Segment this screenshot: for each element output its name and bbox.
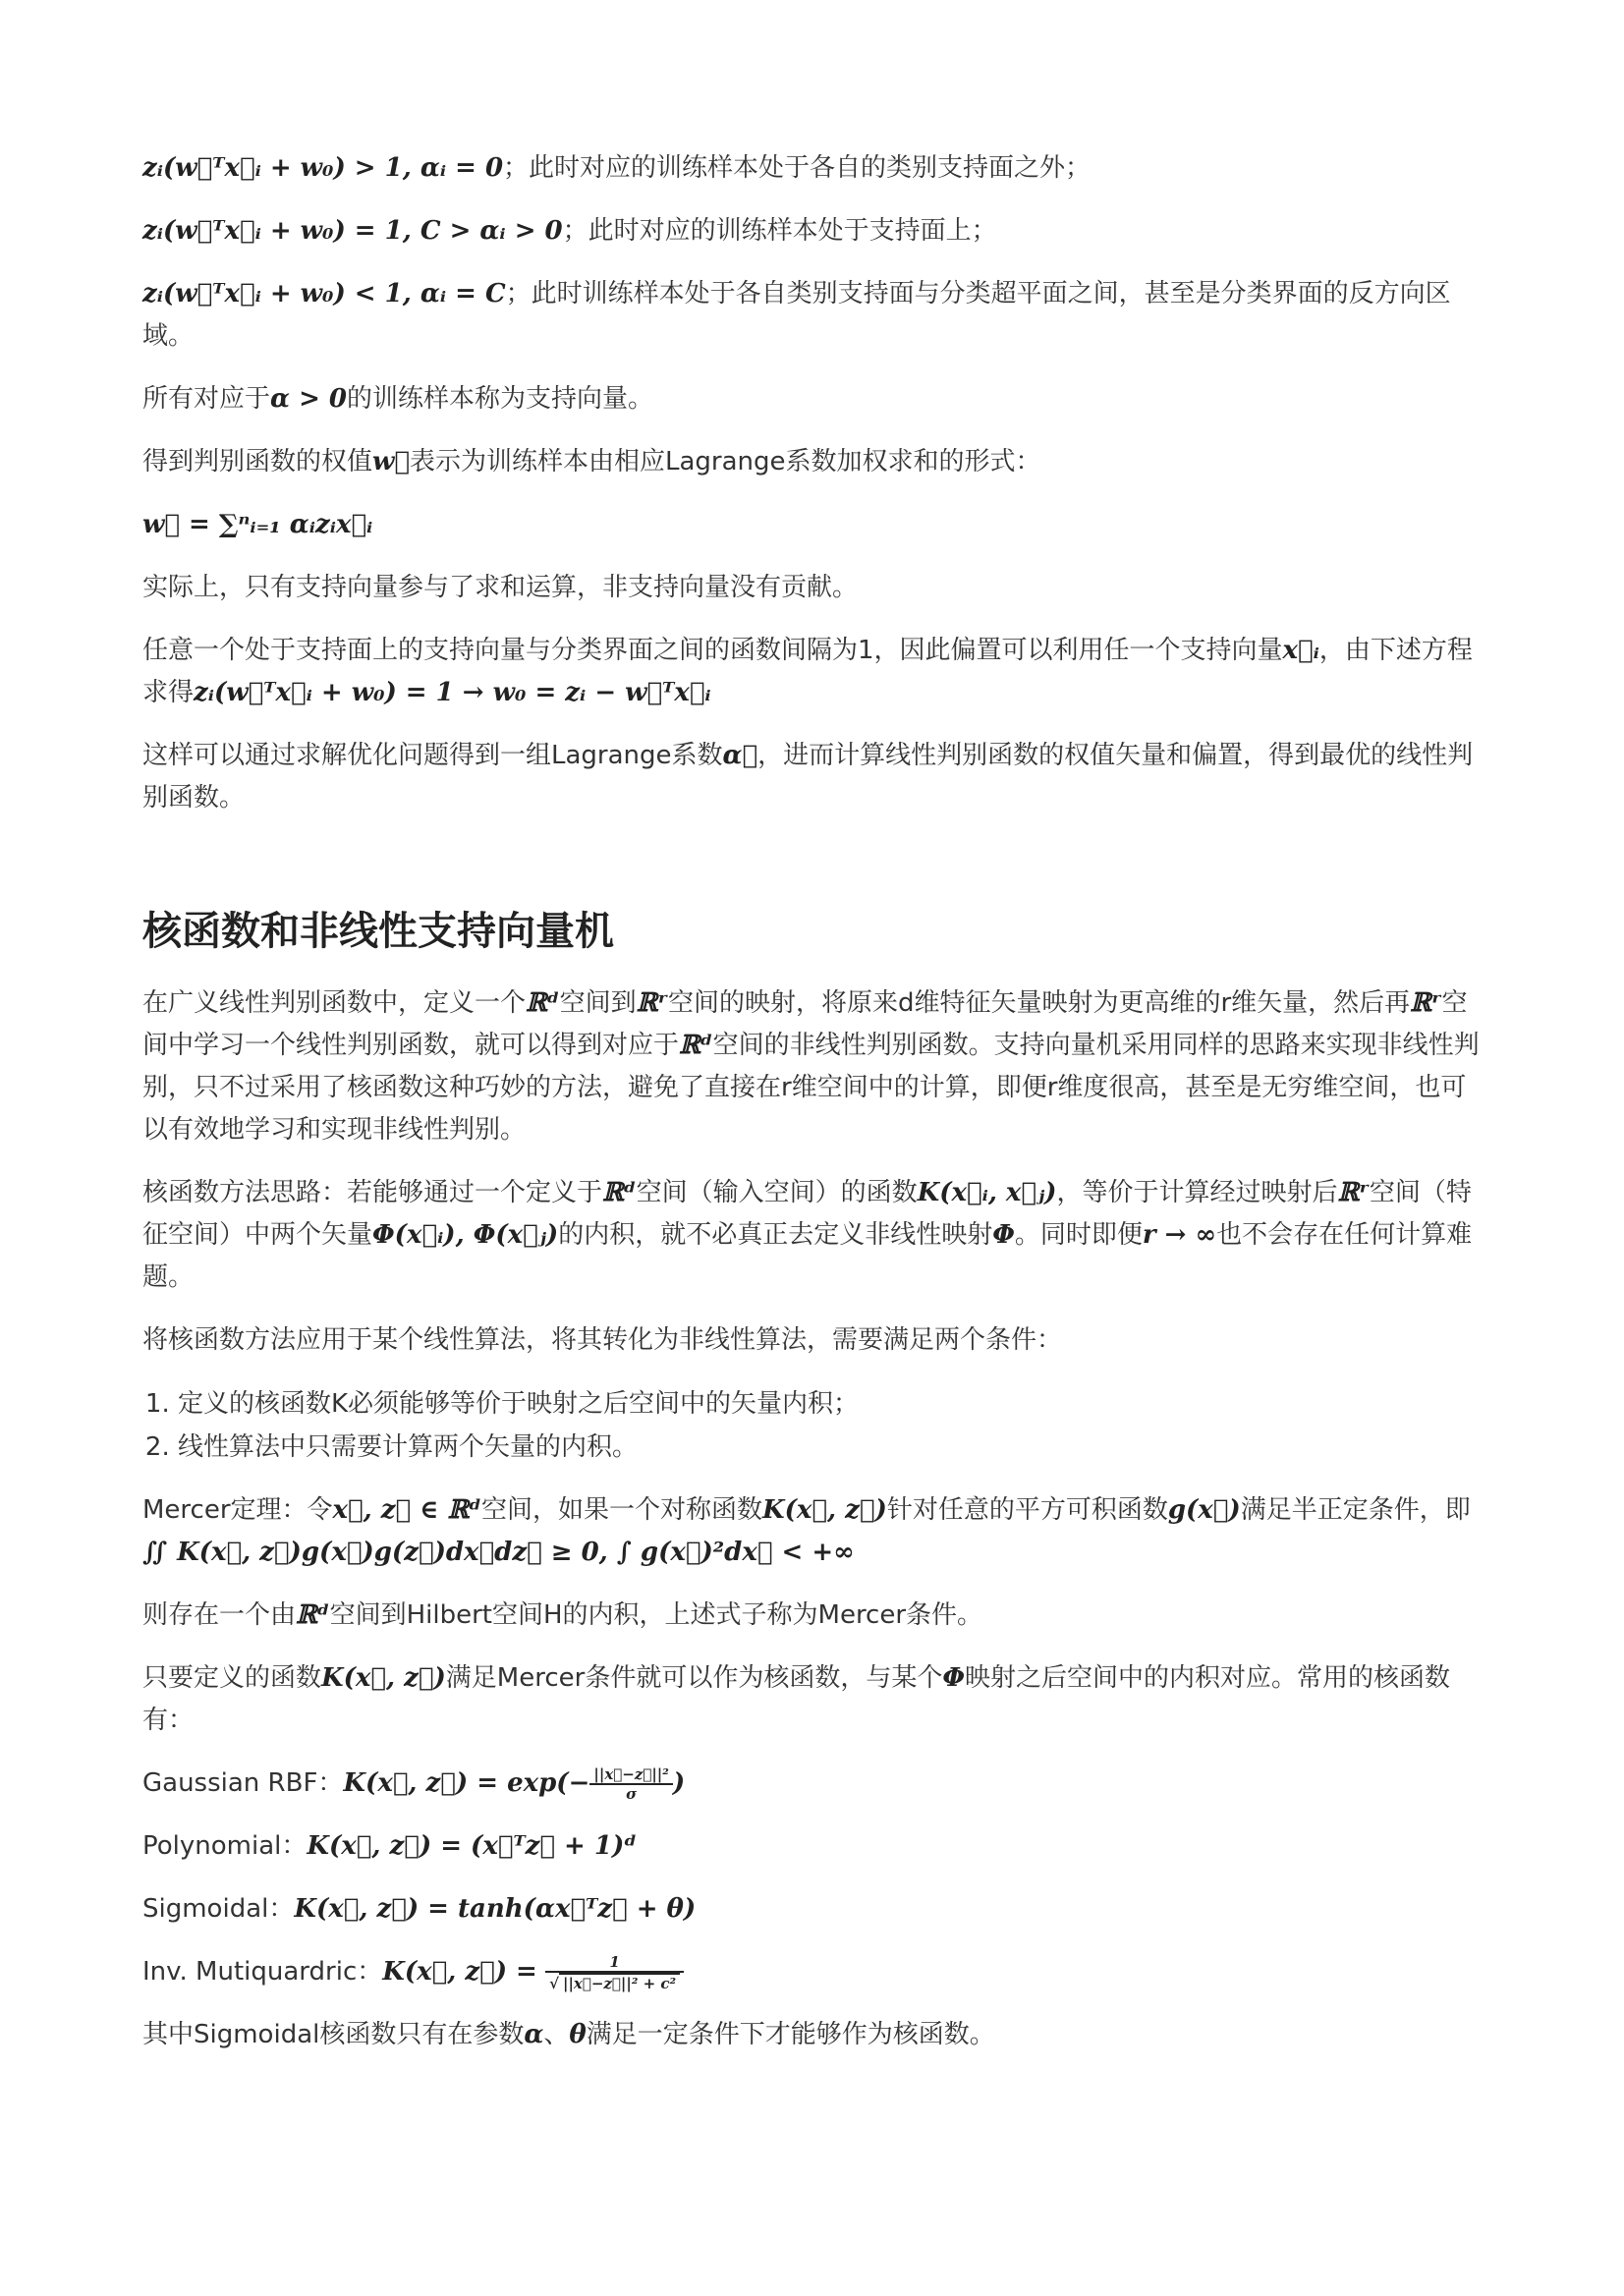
paragraph-text: 这样可以通过求解优化问题得到一组Lagrange系数: [142, 741, 723, 770]
paragraph-text: 满足半正定条件，即: [1240, 1495, 1471, 1525]
math-expression: K(x⃗ᵢ, x⃗ⱼ): [917, 1178, 1057, 1207]
kernel-label: Polynomial：: [142, 1831, 308, 1861]
paragraph-text: ，由下述方程求得: [142, 636, 1473, 707]
math-expression: x⃗ᵢ: [1282, 636, 1319, 665]
fraction-numerator: 1: [545, 1953, 684, 1973]
math-expression: α⃗: [722, 741, 758, 770]
weight-formula: [142, 504, 1488, 546]
math-expression: ℝʳ: [1337, 1178, 1370, 1207]
document-content: [142, 147, 1488, 2077]
math-expression: g(x⃗): [1167, 1495, 1241, 1525]
fraction: [545, 1953, 684, 1992]
common-kernels-intro: [142, 1657, 1488, 1742]
paragraph-text: ；此时对应的训练样本处于各自的类别支持面之外；: [503, 153, 1092, 183]
math-expression: K(x⃗, z⃗): [321, 1663, 446, 1693]
paragraph-text: 也不会存在任何计算难题。: [142, 1220, 1473, 1292]
math-expression: zᵢ(w⃗ᵀx⃗ᵢ + w₀) = 1 → w₀ = zᵢ − w⃗ᵀx⃗ᵢ: [194, 678, 711, 707]
mercer-theorem: [142, 1489, 1488, 1574]
fraction: [589, 1765, 672, 1803]
math-expression: ℝᵈ: [526, 988, 560, 1018]
paragraph-text: 。同时即便: [1014, 1220, 1143, 1250]
kernel-gaussian-rbf: [142, 1763, 1488, 1805]
conditions-list: [142, 1382, 1488, 1469]
math-expression: Φ: [942, 1663, 965, 1693]
paragraph-text: 的训练样本称为支持向量。: [347, 384, 654, 414]
paragraph-text: 其中Sigmoidal核函数只有在参数: [142, 2020, 525, 2049]
kernel-label: Sigmoidal：: [142, 1894, 295, 1924]
math-expression: K(x⃗, z⃗) = (x⃗ᵀz⃗ + 1)ᵈ: [307, 1831, 638, 1861]
list-item: 1. 定义的核函数K必须能够等价于映射之后空间中的矢量内积；: [178, 1382, 1488, 1426]
math-expression: ℝᵈ: [296, 1600, 330, 1630]
math-expression: K(x⃗, z⃗) =: [382, 1957, 537, 1987]
section-title: 核函数和非线性支持向量机: [142, 909, 614, 954]
math-expression: ∬ K(x⃗, z⃗)g(x⃗)g(z⃗)dx⃗dz⃗ ≥ 0, ∫ g(x⃗)²dx⃗ < +∞: [142, 1538, 855, 1567]
bias-description: [142, 630, 1488, 714]
paragraph-text: 空间（特征空间）中两个矢量: [142, 1178, 1472, 1250]
paragraph-text: 空间的映射，将原来d维特征矢量映射为更高维的r维矢量，然后再: [667, 988, 1411, 1018]
paragraph-text: 满足Mercer条件就可以作为核函数，与某个: [445, 1663, 943, 1693]
math-expression: ℝᵈ: [679, 1031, 713, 1060]
paragraph-text: 空间到Hilbert空间H的内积，上述式子称为Mercer条件。: [329, 1600, 983, 1630]
paragraph-text: 空间中学习一个线性判别函数，就可以得到对应于: [142, 988, 1468, 1060]
paragraph-text: ；此时对应的训练样本处于支持面上；: [562, 216, 997, 246]
math-expression: zᵢ(w⃗ᵀx⃗ᵢ + w₀) > 1, αᵢ = 0: [142, 153, 504, 183]
generalized-linear-paragraph: [142, 982, 1488, 1151]
weight-description: [142, 441, 1488, 483]
math-expression: w⃗: [372, 447, 410, 476]
math-expression: ℝᵈ: [602, 1178, 637, 1207]
condition-on-support: [142, 210, 1488, 252]
math-expression: α: [524, 2020, 544, 2049]
optimization-summary: [142, 735, 1488, 819]
paragraph-text: 、: [543, 2020, 570, 2049]
fraction-denominator: [545, 1973, 684, 1992]
math-expression: zᵢ(w⃗ᵀx⃗ᵢ + w₀) < 1, αᵢ = C: [142, 279, 506, 308]
paragraph-text: 空间的非线性判别函数。支持向量机采用同样的思路来实现非线性判别，只不过采用了核函数这种巧妙的方法，避免了直接在r维空间中的计算，即便r维度很高，甚至是无穷维空间，也可以有效地学习和实现非线性判别。: [142, 1031, 1480, 1145]
math-expression: zᵢ(w⃗ᵀx⃗ᵢ + w₀) = 1, C > αᵢ > 0: [142, 216, 563, 246]
kernel-label: Gaussian RBF：: [142, 1768, 344, 1798]
fraction-denominator: σ: [626, 1784, 638, 1803]
paragraph-text: Mercer定理：令: [142, 1495, 333, 1525]
paragraph-text: ；此时训练样本处于各自类别支持面与分类超平面之间，甚至是分类界面的反方向区域。: [142, 279, 1451, 351]
paragraph-text: 针对任意的平方可积函数: [886, 1495, 1168, 1525]
paragraph-text: 得到判别函数的权值: [142, 447, 373, 476]
math-expression: ℝʳ: [636, 988, 668, 1018]
paragraph-text: 所有对应于: [142, 384, 271, 414]
list-item: 2. 线性算法中只需要计算两个矢量的内积。: [178, 1426, 1488, 1469]
kernel-label: Inv. Mutiquardric：: [142, 1957, 383, 1987]
paragraph-text: 满足一定条件下才能够作为核函数。: [586, 2020, 995, 2049]
paragraph-text: ，进而计算线性判别函数的权值矢量和偏置，得到最优的线性判别函数。: [142, 741, 1474, 812]
paragraph-text: ，等价于计算经过映射后: [1056, 1178, 1338, 1207]
fraction-numerator: ||x⃗−z⃗||²: [589, 1765, 672, 1785]
paragraph-text: 任意一个处于支持面上的支持向量与分类界面之间的函数间隔为1，因此偏置可以利用任一个支持向量: [142, 636, 1283, 665]
paragraph-text: 空间（输入空间）的函数: [636, 1178, 918, 1207]
math-expression: r → ∞: [1142, 1220, 1217, 1250]
math-expression: ℝʳ: [1410, 988, 1442, 1018]
condition-outside-support: [142, 147, 1488, 190]
paragraph-text: 映射之后空间中的内积对应。常用的核函数有：: [142, 1663, 1450, 1735]
paragraph-text: 的内积，就不必真正去定义非线性映射: [558, 1220, 993, 1250]
sqrt-symbol: √: [549, 1974, 559, 1992]
math-expression: Φ(x⃗ᵢ), Φ(x⃗ⱼ): [372, 1220, 559, 1250]
sigmoidal-note: [142, 2014, 1488, 2056]
mercer-condition: [142, 1595, 1488, 1637]
kernel-method-idea: [142, 1172, 1488, 1299]
math-expression: Φ: [992, 1220, 1015, 1250]
paragraph-text: 空间，如果一个对称函数: [481, 1495, 763, 1525]
condition-inside-margin: [142, 273, 1488, 358]
support-vector-definition: [142, 378, 1488, 420]
sqrt-content: ||x⃗−z⃗||² + c²: [559, 1973, 680, 1992]
math-expression: α > 0: [270, 384, 348, 414]
paragraph-text: 空间到: [559, 988, 637, 1018]
math-expression: K(x⃗, z⃗) = tanh(αx⃗ᵀz⃗ + θ): [294, 1894, 697, 1924]
paragraph-text: 在广义线性判别函数中，定义一个: [142, 988, 527, 1018]
math-expression: w⃗ = ∑ⁿᵢ₌₁ αᵢzᵢx⃗ᵢ: [142, 510, 373, 539]
paragraph-text: 表示为训练样本由相应Lagrange系数加权求和的形式：: [410, 447, 1041, 476]
math-expression: K(x⃗, z⃗): [762, 1495, 887, 1525]
kernel-polynomial: [142, 1825, 1488, 1868]
kernel-inverse-multiquadric: [142, 1951, 1488, 1993]
paragraph-text: 则存在一个由: [142, 1600, 297, 1630]
paragraph-text: 只要定义的函数: [142, 1663, 322, 1693]
kernel-sigmoidal: [142, 1888, 1488, 1931]
conditions-intro: 将核函数方法应用于某个线性算法，将其转化为非线性算法，需要满足两个条件：: [142, 1325, 1063, 1355]
math-expression: K(x⃗, z⃗) = exp(−: [343, 1768, 590, 1798]
math-expression: θ: [569, 2020, 587, 2049]
paragraph-support-contribution: 实际上，只有支持向量参与了求和运算，非支持向量没有贡献。: [142, 573, 859, 602]
math-expression: ): [672, 1768, 686, 1798]
math-expression: x⃗, z⃗ ∈ ℝᵈ: [332, 1495, 482, 1525]
paragraph-text: 核函数方法思路：若能够通过一个定义于: [142, 1178, 603, 1207]
